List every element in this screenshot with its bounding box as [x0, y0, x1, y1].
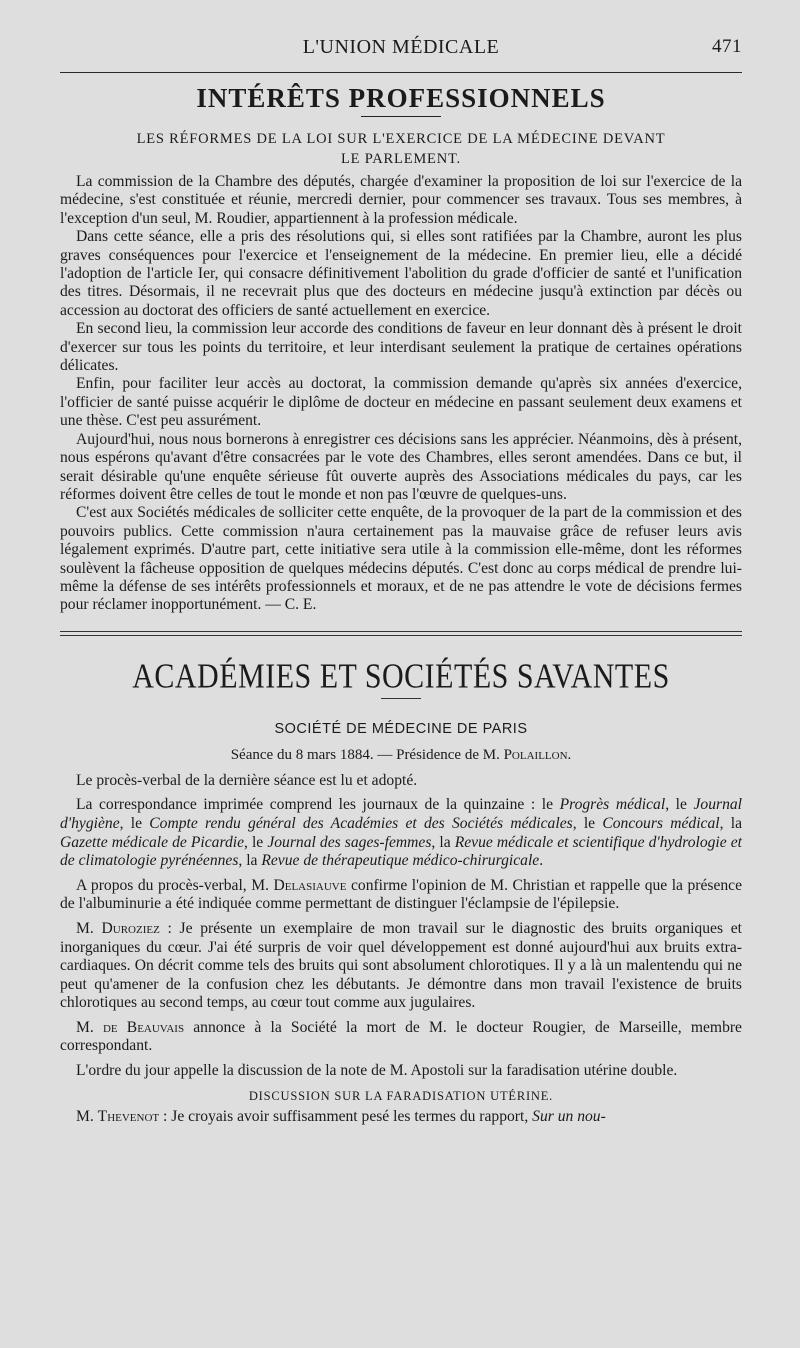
paragraph-duroziez	[60, 920, 742, 1013]
text-run: , le	[572, 814, 603, 832]
paragraph: En second lieu, la commission leur accorde des conditions de faveur en leur donnant dès à présent le droit d'exercer sur tous les points du territoire, et leur interdisant seulement la pratique de certaines opérations délicates.	[60, 320, 742, 375]
section-title-underline	[361, 116, 441, 117]
paragraph: Enfin, pour faciliter leur accès au doctorat, la commission demande qu'après six années d'exercice, l'officier de santé puisse acquérir le diplôme de docteur en médecine en passant seulement deux examens et une thèse. C'est peu assurément.	[60, 375, 742, 430]
session-line	[60, 747, 742, 764]
journal-name: Revue de thérapeutique médico-chirurgicale	[261, 852, 540, 870]
text-run: , la	[431, 833, 455, 851]
session-suffix: .	[567, 746, 572, 763]
speaker-name: Delasiauve	[273, 876, 347, 894]
paragraph-correspondance	[60, 796, 742, 870]
journal-name: Journal d'hygiène	[60, 796, 742, 832]
speaker-name: de Beauvais	[102, 1018, 185, 1036]
journal-title: L'UNION MÉDICALE	[302, 36, 500, 58]
society-heading: SOCIÉTÉ DE MÉDECINE DE PARIS	[274, 720, 528, 737]
journal-name: Gazette médicale de Picardie	[60, 833, 244, 851]
section-title-interets: INTÉRÊTS PROFESSIONNELS	[196, 83, 606, 113]
paragraph-delasiauve	[60, 877, 742, 914]
text-run: La correspondance imprimée comprend les journaux de la quinzaine : le	[76, 796, 560, 814]
paragraph: Dans cette séance, elle a pris des résolutions qui, si elles sont ratifiées par la Chambre, auront les plus graves conséquences pour l'exercice et l'enseignement de la médecine. En premier lieu, elle a décidé l'adoption de l'article Ier, qui consacre définitivement l'abolition du grade d'officier de santé et l'unification des titres. Désormais, il ne recevrait plus que des docteurs en médecine jusqu'à extinction par décès ou accession au doctorat des officiers de santé actuellement en exercice.	[60, 228, 742, 319]
running-head	[60, 36, 742, 62]
paragraph: Le procès-verbal de la dernière séance est lu et adopté.	[76, 771, 418, 789]
paragraph: Aujourd'hui, nous nous bornerons à enregistrer ces décisions sans les apprécier. Néanmoins, dès à présent, nous espérons qu'avant d'être consacrées par le vote des Chambres, elles seront amendées. Dans ce but, il serait désirable qu'une enquête sérieuse fût ouverte auprès des Associations médicales du pays, car les réformes doivent être celles de tout le monde et non pas l'œuvre de quelques-uns.	[60, 430, 742, 503]
text-run: A propos du procès-verbal, M.	[76, 876, 274, 894]
speaker-name: Thevenot	[97, 1107, 160, 1125]
text-run: , le	[244, 833, 268, 851]
section-divider	[60, 631, 742, 636]
text-run: , le	[665, 796, 694, 814]
discussion-heading: DISCUSSION SUR LA FARADISATION UTÉRINE.	[248, 1088, 554, 1103]
text-run: , la	[719, 814, 742, 832]
text-run: M.	[76, 919, 102, 937]
speaker-name: Duroziez	[101, 919, 160, 937]
session-prefix: Séance du 8 mars 1884. — Présidence de M.	[230, 746, 500, 763]
header-rule	[60, 72, 742, 73]
article-heading-line1: LES RÉFORMES DE LA LOI SUR L'EXERCICE DE LA MÉDECINE DEVANT	[136, 131, 666, 147]
session-president: Polaillon	[503, 746, 568, 763]
paragraph: C'est aux Sociétés médicales de solliciter cette enquête, de la provoquer de la part de la commission et des pouvoirs publics. Cette commission n'aura certainement pas la mauvaise grâce de refuser leurs avis légalement exprimés. D'autre part, cette initiative sera utile à la commission elle-même, dont les réformes soulèvent la fâcheuse opposition de quelques médecins députés. C'est donc au corps médical de prendre lui-même la défense de ses intérêts professionnels et moraux, et de ne pas attendre le vote de décisions fermes pour réclamer inopportunément. — C. E.	[60, 504, 742, 614]
journal-name: Compte rendu général des Académies et des Sociétés médicales	[149, 814, 573, 832]
text-run: : Je croyais avoir suffisamment pesé les termes du rapport,	[159, 1107, 533, 1125]
text-run: , le	[119, 814, 150, 832]
page-number: 471	[712, 36, 742, 57]
section-title-2-underline	[381, 698, 421, 699]
journal-name: Journal des sages-femmes	[267, 833, 432, 851]
journal-name: Progrès médical	[559, 796, 666, 814]
article-body	[60, 173, 742, 615]
article-heading	[60, 129, 742, 169]
text-run: : Je présente un exemplaire de mon travail sur le diagnostic des bruits organiques et inorganiques du cœur. J'ai été surpris de voir quel développement est donné aujourd'hui aux bruits extra-cardiaques. On décrit comme tels des bruits qui sont absolument chlorotiques. Il y a là un malentendu qui ne peut qu'amener de la confusion chez les débutants. Je démontre dans mon travail l'existence de bruits chlorotiques au second temps, au cœur tout comme aux jugulaires.	[60, 919, 742, 1012]
text-run: M.	[76, 1018, 103, 1036]
journal-name: Revue médicale et scientifique d'hydrologie et de climatologie pyrénéennes	[60, 833, 743, 870]
article-heading-line2: LE PARLEMENT.	[341, 151, 461, 167]
journal-name: Concours médical	[602, 814, 720, 832]
text-run: M.	[76, 1107, 98, 1125]
paragraph: La commission de la Chambre des députés, chargée d'examiner la proposition de loi sur l'exercice de la médecine, s'est constituée et réunie, mercredi dernier, pour commencer ses travaux. Tous ses membres, à l'exception d'un seul, M. Roudier, appartiennent à la profession médicale.	[60, 173, 742, 227]
text-run: , la	[238, 852, 262, 870]
paragraph-thevenot	[60, 1108, 742, 1127]
paragraph-beauvais	[60, 1019, 742, 1056]
text-run: annonce à la Société la mort de M. le docteur Rougier, de Marseille, membre correspondant.	[60, 1018, 742, 1055]
paragraph-ordre-du-jour: L'ordre du jour appelle la discussion de la note de M. Apostoli sur la faradisation utérine double.	[76, 1062, 678, 1080]
text-run: .	[539, 852, 544, 870]
text-run: confirme l'opinion de M. Christian et rappelle que la présence de l'albuminurie a été indiquée comme permettant de distinguer l'éclampsie de l'épilepsie.	[60, 876, 743, 913]
section-title-academies: ACADÉMIES ET SOCIÉTÉS SAVANTES	[132, 657, 670, 696]
text-run-italic: Sur un nou-	[532, 1107, 606, 1125]
